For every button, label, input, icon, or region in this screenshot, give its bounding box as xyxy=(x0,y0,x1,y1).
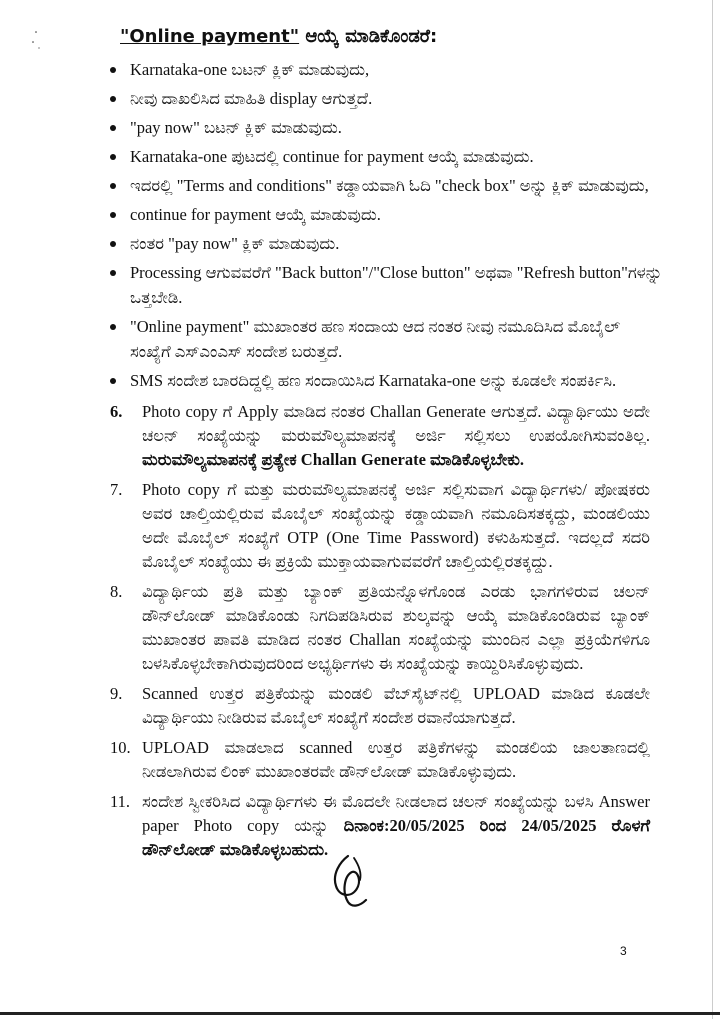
bullet-text: continue for payment ಆಯ್ಕೆ ಮಾಡುವುದು. xyxy=(130,205,381,224)
item-number: 9. xyxy=(110,684,123,703)
item-number: 6. xyxy=(110,402,123,421)
bullet-item xyxy=(104,144,664,169)
bullet-dot-icon xyxy=(110,212,116,218)
bullet-dot-icon xyxy=(110,378,116,384)
item-number: 10. xyxy=(110,738,131,757)
bullet-text: Karnataka-one ಬಟನ್ ಕ್ಲಿಕ್ ಮಾಡುವುದು, xyxy=(130,60,370,79)
bullet-text: "Online payment" ಮುಖಾಂತರ ಹಣ ಸಂದಾಯ ಆದ ನಂತರ ನೀವು ನಮೂದಿಸಿದ ಮೊಬೈಲ್ ಸಂಖ್ಯೆಗೆ ಎಸ್‌ಎಂಎಸ್ ಸಂದೇಶ ಬರುತ್ತದೆ. xyxy=(130,317,621,361)
signature-image xyxy=(318,852,378,912)
item-text: Photo copy ಗೆ ಮತ್ತು ಮರುಮೌಲ್ಯಮಾಪನಕ್ಕೆ ಅರ್ಜಿ ಸಲ್ಲಿಸುವಾಗ ವಿದ್ಯಾರ್ಥಿಗಳು/ ಪೋಷಕರು ಅವರ ಚಾಲ್ತಿಯಲ್ಲಿರುವ ಮೊಬೈಲ್ ಸಂಖ್ಯೆಯನ್ನು ಕಡ್ಡಾಯವಾಗಿ ನಮೂದಿಸತಕ್ಕದ್ದು, ಮಂಡಲಿಯು ಅದೇ ಮೊಬೈಲ್ ಸಂಖ್ಯೆಗೆ OTP (One Time Password) ಕಳುಹಿಸುತ್ತದೆ. ಇದಲ್ಲದೆ ಸದರಿ ಮೊಬೈಲ್ ಸಂಖ್ಯೆಯು ಈ ಪ್ರಕ್ರಿಯೆ ಮುಕ್ತಾಯವಾಗುವವರೆಗೆ ಚಾಲ್ತಿಯಲ್ಲಿರತಕ್ಕದ್ದು. xyxy=(142,480,650,571)
bullet-item xyxy=(104,86,664,111)
section-heading xyxy=(120,26,437,47)
item-text: ಸಂದೇಶ ಸ್ವೀಕರಿಸಿದ ವಿದ್ಯಾರ್ಥಿಗಳು ಈ ಮೊದಲೇ ನೀಡಲಾದ ಚಲನ್ ಸಂಖ್ಯೆಯನ್ನು ಬಳಸಿ Answer paper Photo copy ಯನ್ನು xyxy=(142,792,650,835)
bullet-item xyxy=(104,368,664,393)
bullet-text: "pay now" ಬಟನ್ ಕ್ಲಿಕ್ ಮಾಡುವುದು. xyxy=(130,118,342,137)
bullet-dot-icon xyxy=(110,241,116,247)
bullet-item xyxy=(104,314,664,364)
bullet-item xyxy=(104,202,664,227)
page-bottom-border xyxy=(0,1012,720,1015)
numbered-item xyxy=(110,478,650,574)
bullet-item xyxy=(104,260,664,310)
bullet-item xyxy=(104,57,664,82)
item-text: Photo copy ಗೆ Apply ಮಾಡಿದ ನಂತರ Challan Generate ಆಗುತ್ತದೆ. ವಿದ್ಯಾರ್ಥಿಯು ಅದೇ ಚಲನ್ ಸಂಖ್ಯೆಯನ್ನು ಮರುಮೌಲ್ಯಮಾಪನಕ್ಕೆ ಅರ್ಜಿ ಸಲ್ಲಿಸಲು ಉಪಯೋಗಿಸುವಂತಿಲ್ಲ. xyxy=(142,402,650,445)
bullet-item xyxy=(104,115,664,140)
bullet-dot-icon xyxy=(110,96,116,102)
item-bold-text: ದಿನಾಂಕ:20/05/2025 ರಿಂದ 24/05/2025 ರೊಳಗೆ ಡೌನ್‌ಲೋಡ್ ಮಾಡಿಕೊಳ್ಳಬಹುದು. xyxy=(142,816,650,859)
bullet-text: ಇದರಲ್ಲಿ "Terms and conditions" ಕಡ್ಡಾಯವಾಗಿ ಓದಿ "check box" ಅನ್ನು ಕ್ಲಿಕ್ ಮಾಡುವುದು, xyxy=(130,176,649,195)
bullet-text: ನಂತರ "pay now" ಕ್ಲಿಕ್ ಮಾಡುವುದು. xyxy=(130,234,340,253)
bullet-text: ನೀವು ದಾಖಲಿಸಿದ ಮಾಹಿತಿ display ಆಗುತ್ತದೆ. xyxy=(130,89,373,108)
item-number: 11. xyxy=(110,792,131,811)
numbered-list xyxy=(110,400,650,868)
bullet-dot-icon xyxy=(110,154,116,160)
heading-rest: ಆಯ್ಕೆ ಮಾಡಿಕೊಂಡರೆ: xyxy=(299,26,438,47)
bullet-dot-icon xyxy=(110,183,116,189)
bullet-item xyxy=(104,231,664,256)
item-text: ವಿದ್ಯಾರ್ಥಿಯ ಪ್ರತಿ ಮತ್ತು ಬ್ಯಾಂಕ್ ಪ್ರತಿಯನ್ನೊಳಗೊಂಡ ಎರಡು ಭಾಗಗಳಿರುವ ಚಲನ್ ಡೌನ್‌ಲೋಡ್ ಮಾಡಿಕೊಂಡು ನಿಗದಿಪಡಿಸಿರುವ ಶುಲ್ಕವನ್ನು ಆಯ್ಕೆ ಮಾಡಿಕೊಂಡಿರುವ ಬ್ಯಾಂಕ್ ಮುಖಾಂತರ ಪಾವತಿ ಮಾಡಿದ ನಂತರ Challan ಸಂಖ್ಯೆಯನ್ನು ಮುಂದಿನ ಎಲ್ಲಾ ಪ್ರಕ್ರಿಯೆಗಳಿಗೂ ಬಳಸಿಕೊಳ್ಳಬೇಕಾಗಿರುವುದರಿಂದ ಅಭ್ಯರ್ಥಿಗಳು ಈ ಸಂಖ್ಯೆಯನ್ನು ಕಾಯ್ದಿರಿಸಿಕೊಳ್ಳುವುದು. xyxy=(142,582,650,673)
bullet-text: Processing ಆಗುವವರೆಗೆ "Back button"/"Close button" ಅಥವಾ "Refresh button"ಗಳನ್ನು ಒತ್ತಬೇಡಿ. xyxy=(130,263,663,307)
item-number: 8. xyxy=(110,582,123,601)
bullet-text: SMS ಸಂದೇಶ ಬಾರದಿದ್ದಲ್ಲಿ ಹಣ ಸಂದಾಯಿಸಿದ Karnataka-one ಅನ್ನು ಕೂಡಲೇ ಸಂಪರ್ಕಿಸಿ. xyxy=(130,371,617,390)
numbered-item xyxy=(110,682,650,730)
bullet-dot-icon xyxy=(110,324,116,330)
numbered-item xyxy=(110,736,650,784)
item-text: Scanned ಉತ್ತರ ಪತ್ರಿಕೆಯನ್ನು ಮಂಡಲಿ ವೆಬ್‌ಸೈಟ್‌ನಲ್ಲಿ UPLOAD ಮಾಡಿದ ಕೂಡಲೇ ವಿದ್ಯಾರ್ಥಿಯು ನೀಡಿರುವ ಮೊಬೈಲ್ ಸಂಖ್ಯೆಗೆ ಸಂದೇಶ ರವಾನೆಯಾಗುತ್ತದೆ. xyxy=(142,684,650,727)
bullet-dot-icon xyxy=(110,125,116,131)
scan-specks xyxy=(30,30,50,65)
scan-edge-line xyxy=(712,0,713,1019)
item-text: UPLOAD ಮಾಡಲಾದ scanned ಉತ್ತರ ಪತ್ರಿಕೆಗಳನ್ನು ಮಂಡಲಿಯ ಜಾಲತಾಣದಲ್ಲಿ ನೀಡಲಾಗಿರುವ ಲಿಂಕ್ ಮುಖಾಂತರವೇ ಡೌನ್‌ಲೋಡ್ ಮಾಡಿಕೊಳ್ಳುವುದು. xyxy=(142,738,650,781)
numbered-item xyxy=(110,400,650,472)
numbered-item xyxy=(110,790,650,862)
bullet-text: Karnataka-one ಪುಟದಲ್ಲಿ continue for payment ಆಯ್ಕೆ ಮಾಡುವುದು. xyxy=(130,147,534,166)
bullet-item xyxy=(104,173,664,198)
heading-highlight: "Online payment" xyxy=(120,26,300,47)
numbered-item xyxy=(110,580,650,676)
bullet-dot-icon xyxy=(110,67,116,73)
item-bold-text: ಮರುಮೌಲ್ಯಮಾಪನಕ್ಕೆ ಪ್ರತ್ಯೇಕ Challan Generate ಮಾಡಿಕೊಳ್ಳಬೇಕು. xyxy=(142,450,525,469)
bullet-list xyxy=(104,57,664,397)
bullet-dot-icon xyxy=(110,270,116,276)
page-number: 3 xyxy=(620,944,627,958)
item-number: 7. xyxy=(110,480,123,499)
